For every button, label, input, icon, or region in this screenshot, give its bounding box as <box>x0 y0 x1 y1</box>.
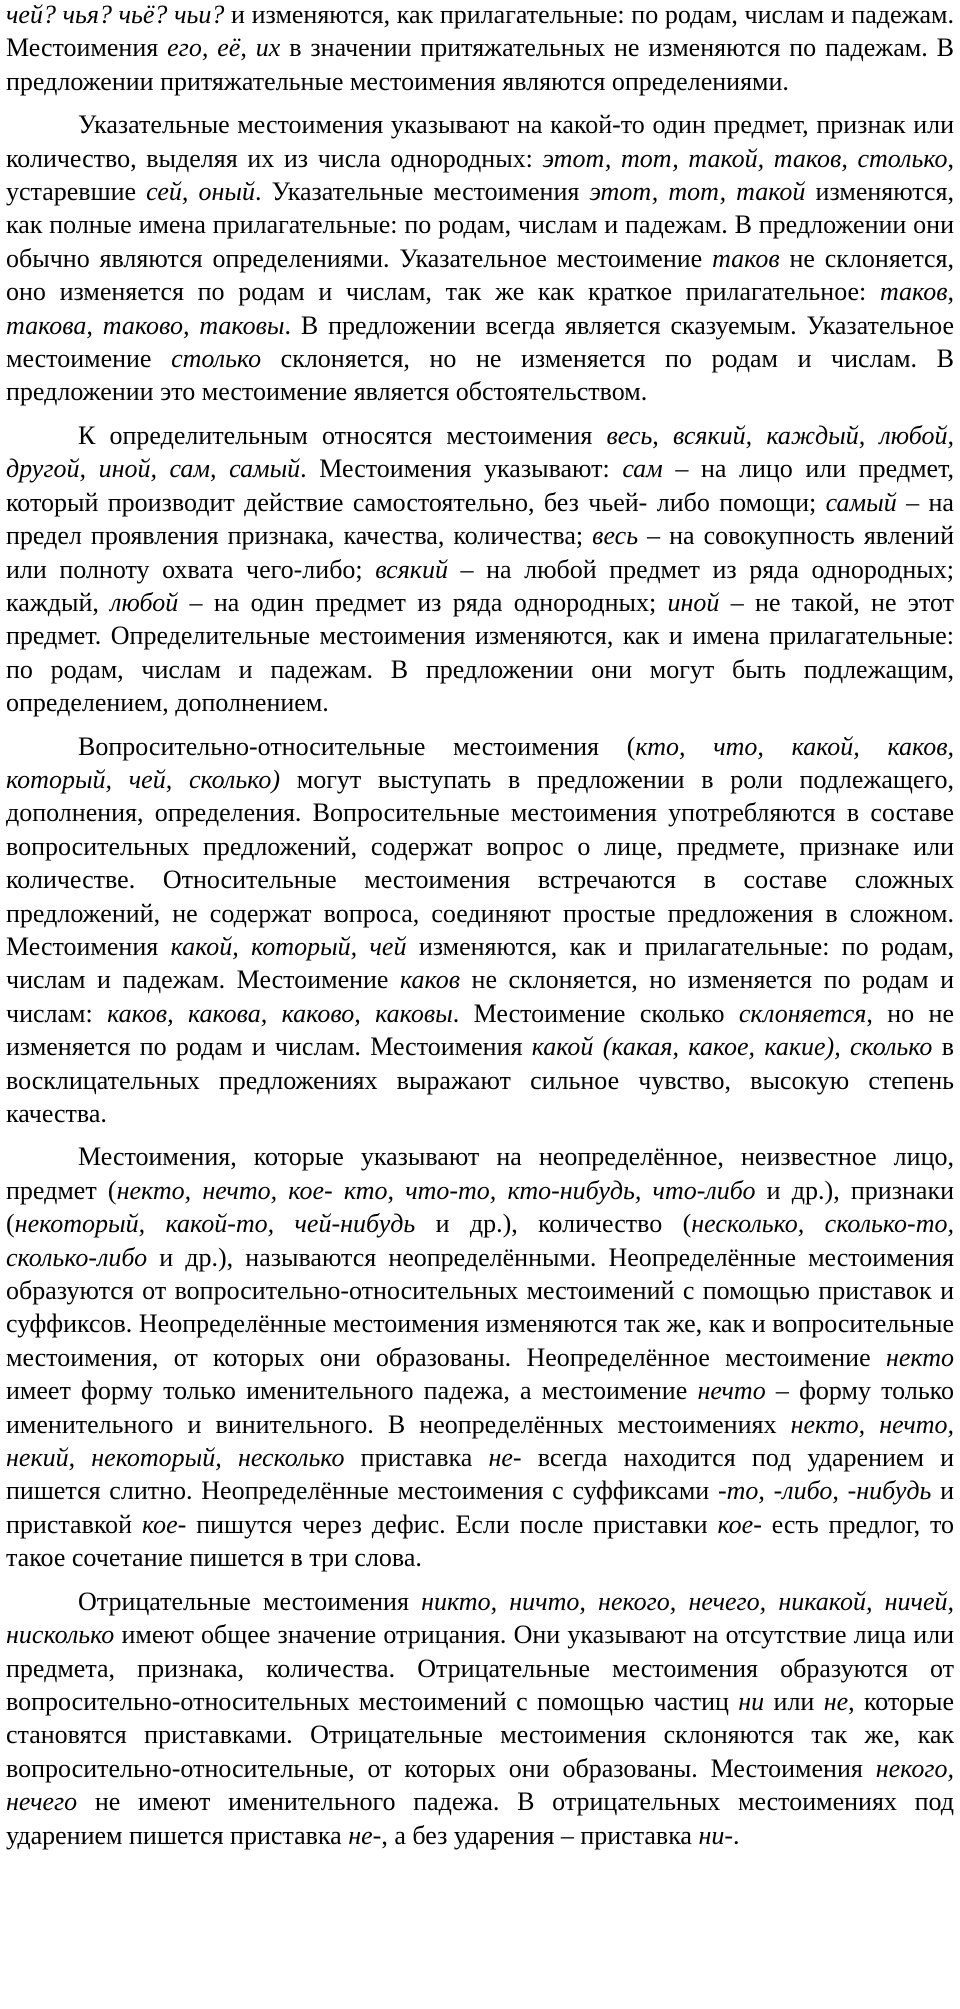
text-run: Отрицательные местоимения <box>78 1586 422 1616</box>
italic-term: кое- <box>717 1509 762 1539</box>
italic-term: кое- <box>141 1509 187 1539</box>
text-run: изменяются, как и прилагательные: по родам, числам и падежам. Местоимение <box>6 931 955 995</box>
text-run: и др.), называются неопределёнными. Неопределённые местоимения образуются от вопросительно-относительных местоимений с помощью приставок и суффиксов. Неопределённые местоимения изменяются так же, как и вопросительные местоимения, от которых они образованы. Неопределённое местоимение <box>6 1242 954 1372</box>
text-run: в значении притяжательных не изменяются по падежам. В предложении притяжательные местоимения являются определениями. <box>6 33 955 96</box>
text-run: пишутся через дефис. Если после приставки <box>186 1509 718 1539</box>
text-run: или <box>764 1686 824 1716</box>
text-run: не склоняется, оно изменяется по родам и числам, так же как краткое прилагательное: <box>6 243 955 307</box>
text-run: . Местоимения указывают: <box>300 454 623 484</box>
text-run: , устаревшие <box>6 143 954 207</box>
italic-term: какой (какая, какое, какие), сколько <box>531 1032 933 1062</box>
italic-term: некоторый, какой-то, чей-нибудь <box>14 1209 416 1239</box>
text-run: – на один предмет из ряда однородных; <box>178 587 668 617</box>
italic-term: любой <box>110 587 179 617</box>
text-run: Местоимения, которые указывают на неопределённое, неизвестное лицо, предмет ( <box>6 1142 954 1205</box>
italic-term: кто, что, какой, каков, который, чей, сколько) <box>6 731 954 794</box>
italic-term: сей, оный <box>146 177 256 207</box>
italic-term: некто <box>885 1342 954 1372</box>
italic-term: всякий <box>375 554 448 584</box>
text-run: – на любой предмет из ряда однородных; каждый, <box>6 554 954 617</box>
paragraph-negative-pronouns <box>6 1585 954 1852</box>
text-run: имеет форму только именительного падежа, а местоимение <box>6 1376 698 1406</box>
text-run: , а без ударения – приставка <box>381 1820 699 1850</box>
italic-term: ни- <box>698 1820 734 1850</box>
text-run: . Указательные местоимения <box>255 177 590 207</box>
italic-term: какой, который, чей <box>170 931 407 961</box>
text-run: . Местоимение сколько <box>452 998 739 1028</box>
italic-term: весь <box>592 521 639 551</box>
text-run: и др.), количество ( <box>415 1209 692 1239</box>
paragraph-definitive-pronouns <box>6 419 954 720</box>
text-run: есть предлог, то такое сочетание пишется в три слова. <box>6 1509 955 1573</box>
text-run: приставка <box>344 1443 489 1473</box>
text-run: не имеют именительного падежа. В отрицательных местоимениях под ударением пишется приставка <box>6 1787 954 1850</box>
text-run: – на совокупность явлений или полноту охвата чего-либо; <box>6 521 954 584</box>
italic-term: некто, нечто, некий, некоторый, несколько <box>6 1409 955 1473</box>
text-run: склоняется, но не изменяется по родам и числам. В предложении это местоимение является обстоятельством. <box>6 344 954 407</box>
text-run: могут выступать в предложении в роли подлежащего, дополнения, определения. Вопросительные местоимения употребляются в составе вопросительных предложений, содержат вопрос о лице, предмете, признаке или количестве. Относительные местоимения встречаются в составе сложных предложений, не содержат вопроса, соединяют простые предложения в сложном. Местоимения <box>6 764 954 961</box>
italic-term: склоняется <box>738 998 867 1028</box>
text-run: . <box>733 1820 740 1850</box>
text-run: и изменяются, как прилагательные: по родам, числам и падежам. Местоимения <box>6 0 955 63</box>
italic-term: не <box>823 1686 849 1716</box>
italic-term: некто, нечто, кое- кто, что-то, кто-нибудь, что-либо <box>116 1175 756 1205</box>
italic-term: самый <box>825 487 897 517</box>
italic-term: не- <box>348 1820 382 1850</box>
italic-term: ни <box>738 1686 765 1716</box>
italic-term: несколько, сколько-то, сколько-либо <box>6 1209 954 1272</box>
italic-term: каков <box>400 965 460 995</box>
text-run: всегда находится под ударением и пишется слитно. Неопределённые местоимения с суффиксами - <box>6 1443 954 1506</box>
text-run: Указательные местоимения указывают на какой-то один предмет, признак или количество, выделяя их из числа однородных: <box>6 110 954 173</box>
text-run: и приставкой <box>6 1476 954 1539</box>
text-run: – на предел проявления признака, качества, количества; <box>6 487 954 551</box>
italic-term: некого, нечего <box>6 1753 954 1817</box>
italic-term: таков, такова, таково, таковы <box>6 277 954 340</box>
text-run: , но не изменяется по родам и числам. Местоимения <box>6 998 954 1062</box>
text-run: , которые становятся приставками. Отрицательные местоимения склоняются так же, как вопросительно-относительные, от которых они образованы. Местоимения <box>6 1686 954 1783</box>
text-run: изменяются, как полные имена прилагательные: по родам, числам и падежам. В предложении они обычно являются определениями. Указательное местоимение <box>6 177 954 273</box>
text-run: – не такой, не этот предмет. Определительные местоимения изменяются, как и имена прилагательные: по родам, числам и падежам. В предложении они могут быть подлежащим, определением, дополнением. <box>6 587 954 718</box>
italic-term: нечто <box>697 1376 766 1406</box>
italic-term: иной <box>667 587 720 617</box>
italic-term: никто, ничто, некого, нечего, никакой, ничей, нисколько <box>6 1586 955 1650</box>
italic-term: весь, всякий, каждый, любой, другой, иной, сам, самый <box>6 420 954 484</box>
text-run: в восклицательных предложениях выражают сильное чувство, высокую степень качества. <box>6 1032 955 1128</box>
italic-term: не- <box>488 1443 522 1473</box>
text-run: не склоняется, но изменяется по родам и числам: <box>6 965 955 1028</box>
italic-term: этот, тот, такой, таков, столько <box>542 143 948 173</box>
paragraph-interrogative-relative-pronouns <box>6 730 954 1131</box>
italic-term: чей? чья? чьё? чьи? <box>6 0 225 29</box>
italic-term: сам <box>622 454 663 484</box>
text-run: – форму только именительного и винительного. В неопределённых местоимениях <box>6 1376 954 1439</box>
text-run: имеют общее значение отрицания. Они указывают на отсутствие лица или предмета, признака, количества. Отрицательные местоимения образуются от вопросительно-относительных местоимений с помощью частиц <box>6 1620 954 1716</box>
italic-term: то, -либо, -нибудь <box>726 1476 932 1506</box>
italic-term: столько <box>171 344 262 374</box>
paragraph-possessive-continuation <box>6 0 954 98</box>
italic-term: этот, тот, такой <box>589 177 806 207</box>
italic-term: каков, какова, каково, каковы <box>107 998 453 1028</box>
italic-term: его, её, их <box>167 33 281 63</box>
text-run: – на лицо или предмет, который производит действие самостоятельно, без чьей- либо помощи; <box>6 454 955 517</box>
text-run: . В предложении всегда является сказуемым. Указательное местоимение <box>6 310 955 374</box>
text-run: и др.), признаки ( <box>6 1175 954 1239</box>
paragraph-indefinite-pronouns <box>6 1140 954 1574</box>
italic-term: таков <box>712 243 780 273</box>
text-run: К определительным относятся местоимения <box>78 420 607 450</box>
text-run: Вопросительно-относительные местоимения ( <box>78 731 636 761</box>
paragraph-demonstrative-pronouns <box>6 108 954 409</box>
